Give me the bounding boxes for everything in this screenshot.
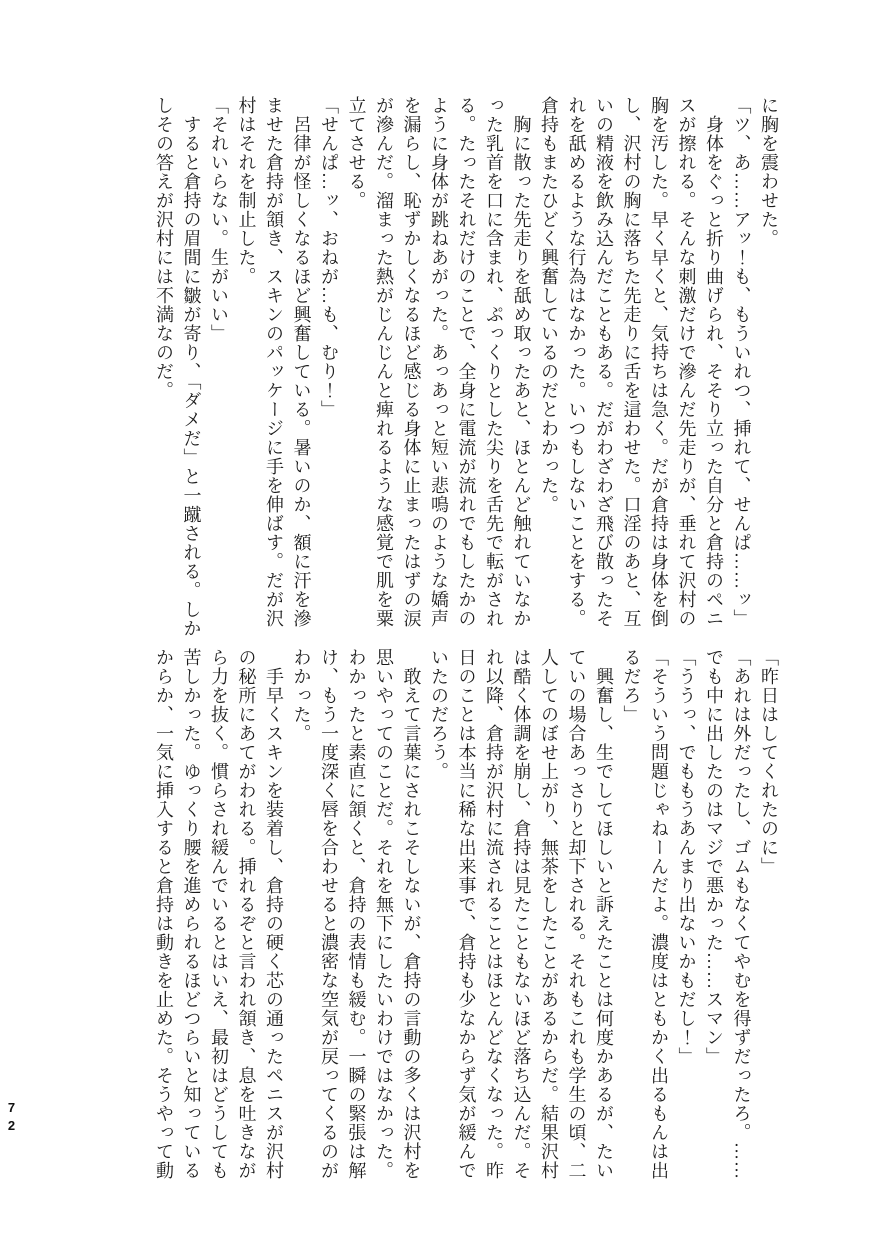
text-column: ていの場合あっさりと却下される。それもこれも学生の頃、二 [566, 648, 587, 1180]
text-column: 「それいらない。生がいい」 [209, 96, 229, 343]
text-column: いの精液を飲み込んだこともある。だがわざわざ飛び散ったそ [594, 96, 614, 628]
page-number: 72 [4, 1100, 19, 1136]
text-column: スが擦れる。そんな刺激だけで滲んだ先走りが、垂れて沢村の [676, 96, 697, 628]
text-column: 倉持もまたひどく興奮しているのだとわかった。 [539, 96, 559, 514]
text-column: ように身体が跳ねあがった。あっあっと短い悲鳴のような嬌声 [429, 96, 449, 628]
text-column: 胸に散った先走りを舐め取ったあと、ほとんど触れていなか [511, 96, 532, 628]
text-column: すると倉持の眉間に皺が寄り、「ダメだ」と一蹴される。しか [181, 96, 202, 638]
text-column: の秘所にあてがわれる。挿れるぞと言われ頷き、息を吐きなが [236, 648, 257, 1180]
text-column: るだろ」 [621, 648, 642, 724]
text-column: 手早くスキンを装着し、倉持の硬く芯の通ったペニスが沢村 [264, 648, 284, 1180]
text-column: れを舐めるような行為はなかった。いつもしないことをする。 [566, 96, 587, 628]
text-column: 「そういう問題じゃねーんだよ。濃度はともかく出るもんは出 [649, 648, 669, 1180]
text-column: でも中に出したのはマジで悪かった……スマン」 [704, 648, 724, 1066]
text-column: 「あれは外だったし、ゴムもなくてやむを得ずだったろ。…… [731, 648, 752, 1180]
text-column: 身体をぐっと折り曲げられ、そそり立った自分と倉持のペニ [704, 96, 724, 628]
text-column: る。たったそれだけのことで、全身に電流が流れでもしたかの [456, 96, 477, 628]
text-column: は酷く体調を崩し、倉持は見たこともないほど落ち込んだ。そ [511, 648, 532, 1180]
text-column: 苦しかった。ゆっくり腰を進められるほどつらいと知っている [181, 648, 202, 1180]
text-column: いたのだろう。 [429, 648, 449, 781]
text-column: からか、一気に挿入すると倉持は動きを止めた。そうやって動 [154, 648, 174, 1180]
text-column: わかったと素直に頷くと、倉持の表情も緩む。一瞬の緊張は解 [346, 648, 367, 1180]
text-column: ら力を抜く。慣らされ緩んでいるとはいえ、最初はどうしても [209, 648, 229, 1180]
text-column: 「昨日はしてくれたのに」 [759, 648, 779, 876]
text-column: 興奮し、生でしてほしいと訴えたことは何度かあるが、たい [594, 648, 614, 1180]
text-column: に胸を震わせた。 [759, 96, 779, 248]
text-column: 「ううっ、でももうあんまり出ないかもだし！」 [676, 648, 697, 1066]
text-column: 呂律が怪しくなるほど興奮している。暑いのか、額に汗を滲 [291, 96, 312, 628]
text-block-bottom [150, 648, 783, 1180]
text-column: 「ツ、あ……アッ！も、もういれつ、挿れて、せんぱ……ッ」 [731, 96, 752, 628]
text-column: しその答えが沢村には不満なのだ。 [154, 96, 174, 400]
text-column: 人してのぼせ上がり、無茶をしたことがあるからだ。結果沢村 [539, 648, 559, 1180]
text-block-top [150, 96, 783, 638]
text-column: 「せんぱ…ッ、おねが…も、むり！」 [319, 96, 339, 419]
text-column: った乳首を口に含まれ、ぷっくりとした尖りを舌先で転がされ [484, 96, 504, 628]
text-column: わかった。 [291, 648, 312, 743]
text-column: し、沢村の胸に落ちた先走りに舌を這わせた。口淫のあと、互 [621, 96, 642, 628]
text-column: 敢えて言葉にされこそしないが、倉持の言動の多くは沢村を [401, 648, 422, 1180]
text-column: 村はそれを制止した。 [236, 96, 257, 286]
text-column: を漏らし、恥ずかしくなるほど感じる身体に止まったはずの涙 [401, 96, 422, 628]
text-column: 思いやってのことだ。それを無下にしたいわけではなかった。 [374, 648, 394, 1180]
text-column: れ以降、倉持が沢村に流されることはほとんどなくなった。昨 [484, 648, 504, 1180]
text-column: 胸を汚した。早く早くと、気持ちは急く。だが倉持は身体を倒 [649, 96, 669, 628]
text-column: が滲んだ。溜まった熱がじんじんと痺れるような感覚で肌を粟 [374, 96, 394, 628]
text-column: け、もう一度深く唇を合わせると濃密な空気が戻ってくるのが [319, 648, 339, 1180]
text-column: ませた倉持が頷き、スキンのパッケージに手を伸ばす。だが沢 [264, 96, 284, 628]
text-column: 立てさせる。 [346, 96, 367, 210]
text-column: 日のことは本当に稀な出来事で、倉持も少なからず気が緩んで [456, 648, 477, 1180]
